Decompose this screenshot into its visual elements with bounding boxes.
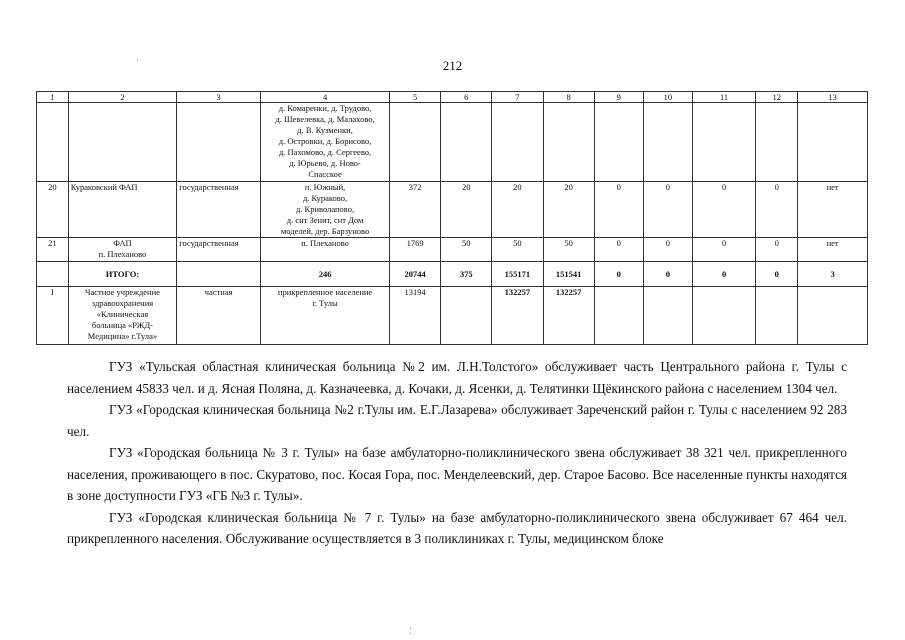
facility-name: Частное учреждение здравоохранения «Клиническая больница «РЖД- Медицина» г.Тула»: [68, 287, 176, 345]
cell: 20: [492, 182, 543, 238]
cell: нет: [798, 238, 868, 262]
cell: 155171: [492, 262, 543, 287]
cell: 50: [543, 238, 594, 262]
ownership-type: государственная: [177, 238, 261, 262]
cell: [441, 103, 492, 182]
cell: [692, 103, 755, 182]
cell: 132257: [543, 287, 594, 345]
column-header: 3: [177, 92, 261, 103]
cell: 246: [261, 262, 390, 287]
column-header: 9: [594, 92, 643, 103]
cell: [37, 262, 69, 287]
column-header: 13: [798, 92, 868, 103]
cell: 50: [441, 238, 492, 262]
facilities-table: [36, 91, 868, 345]
column-header: 12: [756, 92, 798, 103]
cell: [798, 287, 868, 345]
cell: 0: [692, 238, 755, 262]
total-row: [37, 262, 868, 287]
cell: 50: [492, 238, 543, 262]
paragraph: ГУЗ «Городская больница № 3 г. Тулы» на базе амбулаторно-поликлинического звена обслуживает 38 321 чел. прикрепленного населения, проживающего в пос. Скуратово, пос. Косая Гора, пос. Менделеевский, дер. Старое Басово. Все населенные пункты находятся в зоне доступности ГУЗ «ГБ №3 г. Тулы».: [67, 445, 847, 503]
table-row: [37, 287, 868, 345]
cell: 0: [756, 238, 798, 262]
scan-speck: [410, 628, 411, 629]
cell: [594, 287, 643, 345]
cell: 0: [643, 238, 692, 262]
cell: 0: [643, 182, 692, 238]
column-header: 4: [261, 92, 390, 103]
cell: 0: [692, 182, 755, 238]
cell: [177, 262, 261, 287]
cell: 20744: [390, 262, 441, 287]
page-number: 212: [442, 58, 463, 73]
served-settlements: п. Плеханово: [261, 238, 390, 262]
cell: [594, 103, 643, 182]
cell: 0: [756, 262, 798, 287]
ownership-type: частная: [177, 287, 261, 345]
cell: [756, 103, 798, 182]
column-header: 2: [68, 92, 176, 103]
row-number: 21: [37, 238, 69, 262]
cell: 151541: [543, 262, 594, 287]
facility-name: [68, 103, 176, 182]
cell: 132257: [492, 287, 543, 345]
table-header-row: [37, 92, 868, 103]
cell: 372: [390, 182, 441, 238]
cell: [492, 103, 543, 182]
total-label: ИТОГО:: [68, 262, 176, 287]
paragraph: ГУЗ «Городская клиническая больница №2 г.Тулы им. Е.Г.Лазарева» обслуживает Зареченский район г. Тулы с населением 92 283 чел.: [67, 402, 847, 439]
cell: 0: [756, 182, 798, 238]
cell: 3: [798, 262, 868, 287]
column-header: 6: [441, 92, 492, 103]
column-header: 11: [692, 92, 755, 103]
scan-speck: [410, 633, 411, 634]
cell: 0: [594, 182, 643, 238]
ownership-type: государственная: [177, 182, 261, 238]
column-header: 1: [37, 92, 69, 103]
cell: 13194: [390, 287, 441, 345]
cell: 375: [441, 262, 492, 287]
body-text: [67, 356, 847, 550]
column-header: 7: [492, 92, 543, 103]
served-settlements: д. Комаренки, д. Трудово, д. Шевелевка, д. Малахово, д. В. Кузменки, д. Островки, д. Борисово, д. Пахомово, д. Сергеево, д. Юрьево, д. Ново- Спасское: [261, 103, 390, 182]
cell: [390, 103, 441, 182]
cell: 20: [543, 182, 594, 238]
cell: 0: [594, 238, 643, 262]
column-header: 5: [390, 92, 441, 103]
cell: 20: [441, 182, 492, 238]
scan-speck: [137, 59, 138, 60]
served-settlements: п. Южный, д. Кураково, д. Криволапово, д. снт Зенит, снт Дом моделей, дер. Барзуново: [261, 182, 390, 238]
cell: 0: [692, 262, 755, 287]
table-row: [37, 103, 868, 182]
cell: [692, 287, 755, 345]
row-number: I: [37, 287, 69, 345]
cell: [543, 103, 594, 182]
table-row: [37, 182, 868, 238]
cell: [798, 103, 868, 182]
cell: [441, 287, 492, 345]
paragraph: ГУЗ «Тульская областная клиническая больница №2 им. Л.Н.Толстого» обслуживает часть Центрального района г. Тулы с населением 45833 чел. и д. Ясная Поляна, д. Казначеевка, д. Кочаки, д. Ясенки, д. Телятинки Щёкинского района с населением 1304 чел.: [67, 359, 847, 396]
cell: нет: [798, 182, 868, 238]
row-number: 20: [37, 182, 69, 238]
served-settlements: прикрепленное население г. Тулы: [261, 287, 390, 345]
cell: [643, 103, 692, 182]
cell: [643, 287, 692, 345]
facility-name: ФАП п. Плеханово: [68, 238, 176, 262]
cell: 1769: [390, 238, 441, 262]
row-number: [37, 103, 69, 182]
cell: 0: [594, 262, 643, 287]
column-header: 8: [543, 92, 594, 103]
facility-name: Кураковский ФАП: [68, 182, 176, 238]
ownership-type: [177, 103, 261, 182]
cell: 0: [643, 262, 692, 287]
paragraph: ГУЗ «Городская клиническая больница № 7 г. Тулы» на базе амбулаторно-поликлинического звена обслуживает 67 464 чел. прикрепленного населения. Обслуживание осуществляется в 3 поликлиниках г. Тулы, медицинском блоке: [67, 509, 847, 546]
cell: [756, 287, 798, 345]
table-row: [37, 238, 868, 262]
column-header: 10: [643, 92, 692, 103]
